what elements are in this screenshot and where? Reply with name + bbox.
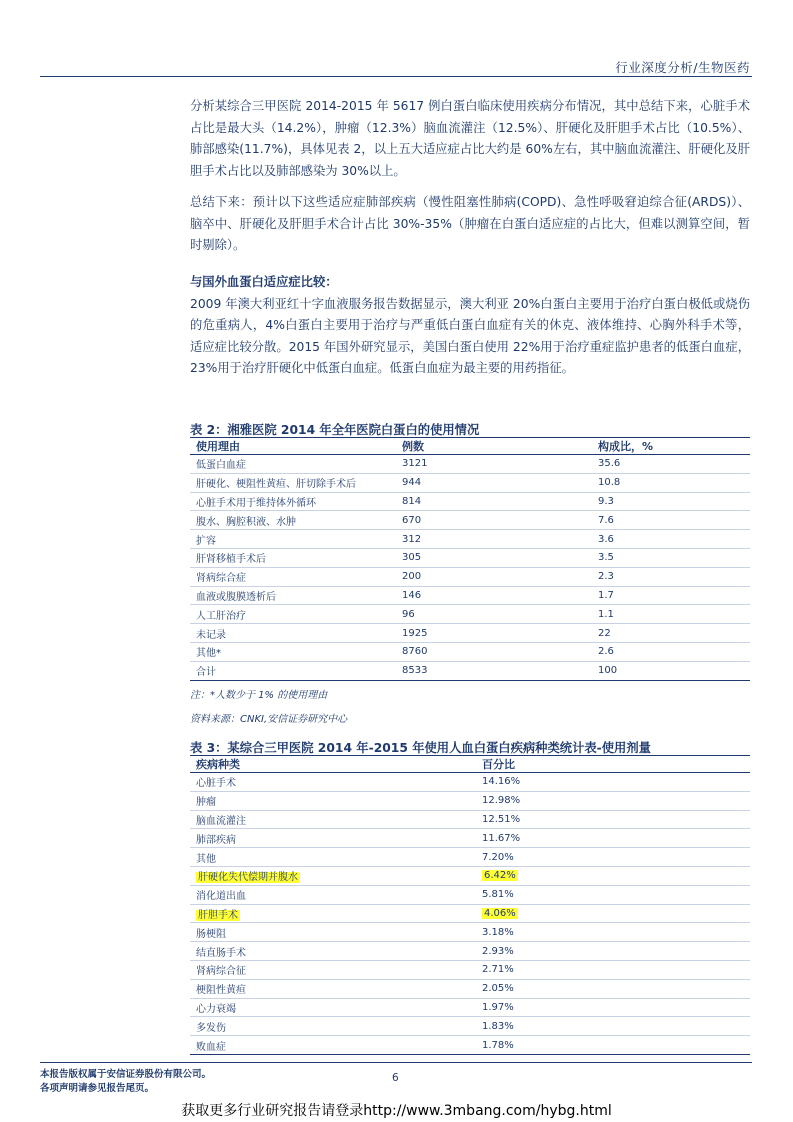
table2-cell: 1.7	[592, 586, 750, 605]
table3-cell-text: 肿瘤	[196, 797, 216, 809]
table2-cell: 814	[396, 492, 592, 511]
table2-cell: 35.6	[592, 455, 750, 474]
table2-cell: 146	[396, 586, 592, 605]
table2-cell: 腹水、胸腔积液、水肿	[190, 511, 396, 530]
paragraph-2	[190, 192, 750, 257]
table2-cell: 3121	[396, 455, 592, 474]
table3-cell	[476, 1017, 750, 1036]
table3-cell	[476, 1036, 750, 1055]
table2-row	[190, 661, 750, 680]
paragraph-1-text: 分析某综合三甲医院 2014-2015 年 5617 例白蛋白临床使用疾病分布情况，其中总结下来，心脏手术占比是最大头（14.2%），肿瘤（12.3%）脑血流灌注（12.5%）、肝硬化及肝胆手术占比（10.5%）、肺部感染(11.7%)，具体见表 2，以上五大适应症占比大约是 60%左右，其中脑血流灌注、肝硬化及肝胆手术占比以及肺部感染为 30%以上。	[190, 99, 750, 178]
table3-cell-text: 7.20%	[482, 851, 514, 863]
table3-row	[190, 773, 750, 792]
table3-header-row	[190, 756, 750, 773]
table2-cell: 人工肝治疗	[190, 605, 396, 624]
table2-cell: 2.3	[592, 567, 750, 586]
table3-cell	[476, 960, 750, 979]
table2-row	[190, 605, 750, 624]
table3-cell-text: 消化道出血	[196, 891, 246, 903]
table2-cell: 7.6	[592, 511, 750, 530]
table3-cell	[190, 1036, 476, 1055]
footer-line-1: 本报告版权属于安信证券股份有限公司。	[40, 1069, 212, 1080]
table3-cell-text: 2.05%	[482, 983, 514, 995]
table3-cell	[190, 960, 476, 979]
table3-cell	[190, 998, 476, 1017]
table3-cell-text: 梗阻性黄疸	[196, 985, 246, 997]
table2-cell: 肝硬化、梗阻性黄疸、肝切除手术后	[190, 473, 396, 492]
table2	[190, 437, 750, 681]
table2-row	[190, 567, 750, 586]
table2-cell: 血液或腹膜透析后	[190, 586, 396, 605]
table2-cell: 未记录	[190, 624, 396, 643]
footer-disclaimer	[40, 1068, 211, 1096]
table3-cell	[190, 773, 476, 792]
table2-header-cell: 构成比，%	[592, 438, 750, 455]
footer-line-2: 各项声明请参见报告尾页。	[40, 1083, 155, 1094]
table3-cell-text: 心脏手术	[196, 778, 236, 790]
table2-cell: 3.5	[592, 548, 750, 567]
table2-cell: 200	[396, 567, 592, 586]
table3-cell-text: 败血症	[196, 1041, 226, 1053]
table3-cell-text: 结直肠手术	[196, 947, 246, 959]
table2-header-cell: 例数	[396, 438, 592, 455]
table2-cell: 8760	[396, 642, 592, 661]
table3-cell	[190, 810, 476, 829]
table3-row	[190, 1017, 750, 1036]
table3-cell	[476, 791, 750, 810]
table3-cell	[190, 904, 476, 923]
table2-row	[190, 473, 750, 492]
table2-row	[190, 586, 750, 605]
table3-cell-text: 2.93%	[482, 945, 514, 957]
table2-row	[190, 642, 750, 661]
table3-title: 表 3：某综合三甲医院 2014 年-2015 年使用人血白蛋白疾病种类统计表-使用剂量	[190, 741, 651, 755]
table2-cell: 670	[396, 511, 592, 530]
table3-cell	[190, 791, 476, 810]
table3-header-cell: 疾病种类	[190, 756, 476, 773]
table3-cell-text: 3.18%	[482, 926, 514, 938]
table2-cell: 100	[592, 661, 750, 680]
table3-row	[190, 960, 750, 979]
table2-row	[190, 511, 750, 530]
table3-cell-text: 1.97%	[482, 1001, 514, 1013]
table3-cell-text: 肺部疾病	[196, 834, 236, 846]
table2-source: 资料来源：CNKI,安信证券研究中心	[190, 714, 348, 725]
table2-cell: 肝肾移植手术后	[190, 548, 396, 567]
table3-row	[190, 810, 750, 829]
table3-cell	[476, 866, 750, 885]
table2-cell: 1.1	[592, 605, 750, 624]
table2-cell: 944	[396, 473, 592, 492]
table3	[190, 755, 750, 1055]
page-header	[40, 58, 752, 77]
table3-row	[190, 829, 750, 848]
table2-cell: 合计	[190, 661, 396, 680]
table2-cell: 扩容	[190, 530, 396, 549]
table3-cell-text: 1.78%	[482, 1039, 514, 1051]
table3-row	[190, 1036, 750, 1055]
section-heading: 与国外血蛋白适应症比较：	[190, 275, 338, 289]
table2-cell: 96	[396, 605, 592, 624]
table2-cell: 305	[396, 548, 592, 567]
table2-cell: 312	[396, 530, 592, 549]
table3-row	[190, 979, 750, 998]
table3-cell-text: 6.42%	[484, 870, 516, 882]
table3-cell-text: 其他	[196, 853, 216, 865]
table2-row	[190, 455, 750, 474]
comparison-section	[190, 272, 750, 380]
table2-row	[190, 492, 750, 511]
table3-cell-text: 多发伤	[196, 1022, 226, 1034]
table3-cell	[476, 942, 750, 961]
table3-cell-text: 心力衰竭	[196, 1003, 236, 1015]
table2-row	[190, 530, 750, 549]
table2-header-cell: 使用理由	[190, 438, 396, 455]
table2-cell: 低蛋白血症	[190, 455, 396, 474]
table3-cell	[476, 810, 750, 829]
table2-cell: 9.3	[592, 492, 750, 511]
table3-cell-text: 脑血流灌注	[196, 815, 246, 827]
table3-row	[190, 848, 750, 867]
table3-cell-text: 2.71%	[482, 964, 514, 976]
table2-cell: 22	[592, 624, 750, 643]
table3-cell	[190, 829, 476, 848]
table2-cell: 3.6	[592, 530, 750, 549]
table3-row	[190, 791, 750, 810]
table3-row	[190, 998, 750, 1017]
table2-title: 表 2：湘雅医院 2014 年全年医院白蛋白的使用情况	[190, 423, 480, 437]
table3-cell	[190, 885, 476, 904]
table2-cell: 肾病综合症	[190, 567, 396, 586]
table3-cell	[476, 848, 750, 867]
table3-cell-text: 肝胆手术	[198, 909, 238, 921]
table3-row	[190, 904, 750, 923]
table2-row	[190, 624, 750, 643]
paragraph-3-text: 2009 年澳大利亚红十字血液服务报告数据显示，澳大利亚 20%白蛋白主要用于治疗白蛋白极低或烧伤的危重病人，4%白蛋白主要用于治疗与严重低白蛋白血症有关的休克、液体维持、心胸外科手术等，适应症比较分散。2015 年国外研究显示，美国白蛋白使用 22%用于治疗重症监护患者的低蛋白血症，23%用于治疗肝硬化中低蛋白血症。低蛋白血症为最主要的用药指征。	[190, 296, 750, 375]
table3-cell	[190, 866, 476, 885]
table3-cell-text: 4.06%	[484, 907, 516, 919]
table2-cell: 1925	[396, 624, 592, 643]
table3-cell-text: 11.67%	[482, 832, 521, 844]
table3-cell-text: 12.51%	[482, 813, 521, 825]
table2-cell: 其他*	[190, 642, 396, 661]
table3-cell	[190, 979, 476, 998]
table3-cell	[476, 773, 750, 792]
table3-row	[190, 866, 750, 885]
table3-cell	[190, 1017, 476, 1036]
paragraph-1	[190, 96, 750, 182]
table2-cell: 心脏手术用于维持体外循环	[190, 492, 396, 511]
table3-cell-text: 14.16%	[482, 776, 521, 788]
paragraph-2-text: 总结下来：预计以下这些适应症肺部疾病（慢性阻塞性肺病(COPD)、急性呼吸窘迫综合征(ARDS)）、脑卒中、肝硬化及肝胆手术合计占比 30%-35%（肿瘤在白蛋白适应症的占比大，但难以测算空间，暂时剔除）。	[190, 195, 750, 252]
table3-cell	[476, 829, 750, 848]
table3-row	[190, 885, 750, 904]
promo-link[interactable]: 获取更多行业研究报告请登录http://www.3mbang.com/hybg.html	[181, 1103, 612, 1119]
table2-cell: 10.8	[592, 473, 750, 492]
table3-row	[190, 923, 750, 942]
table3-cell	[476, 904, 750, 923]
page-number: 6	[392, 1072, 399, 1084]
table3-cell	[190, 923, 476, 942]
table3-cell	[190, 848, 476, 867]
table2-header-row	[190, 438, 750, 455]
table3-cell-text: 12.98%	[482, 795, 521, 807]
table2-cell: 2.6	[592, 642, 750, 661]
table3-cell	[476, 998, 750, 1017]
table3-cell-text: 肾病综合征	[196, 966, 246, 978]
table3-cell-text: 肝硬化失代偿期并腹水	[198, 872, 298, 884]
table3-cell-text: 1.83%	[482, 1020, 514, 1032]
table3-cell-text: 肠梗阻	[196, 928, 226, 940]
table3-cell	[190, 942, 476, 961]
table3-row	[190, 942, 750, 961]
table2-row	[190, 548, 750, 567]
table3-header-cell: 百分比	[476, 756, 750, 773]
footer-divider	[40, 1062, 752, 1063]
table3-cell	[476, 979, 750, 998]
header-title: 行业深度分析/生物医药	[615, 60, 750, 75]
table3-cell	[476, 885, 750, 904]
table3-cell-text: 5.81%	[482, 889, 514, 901]
table2-cell: 8533	[396, 661, 592, 680]
table2-note: 注：*人数少于 1% 的使用理由	[190, 690, 328, 701]
table3-cell	[476, 923, 750, 942]
